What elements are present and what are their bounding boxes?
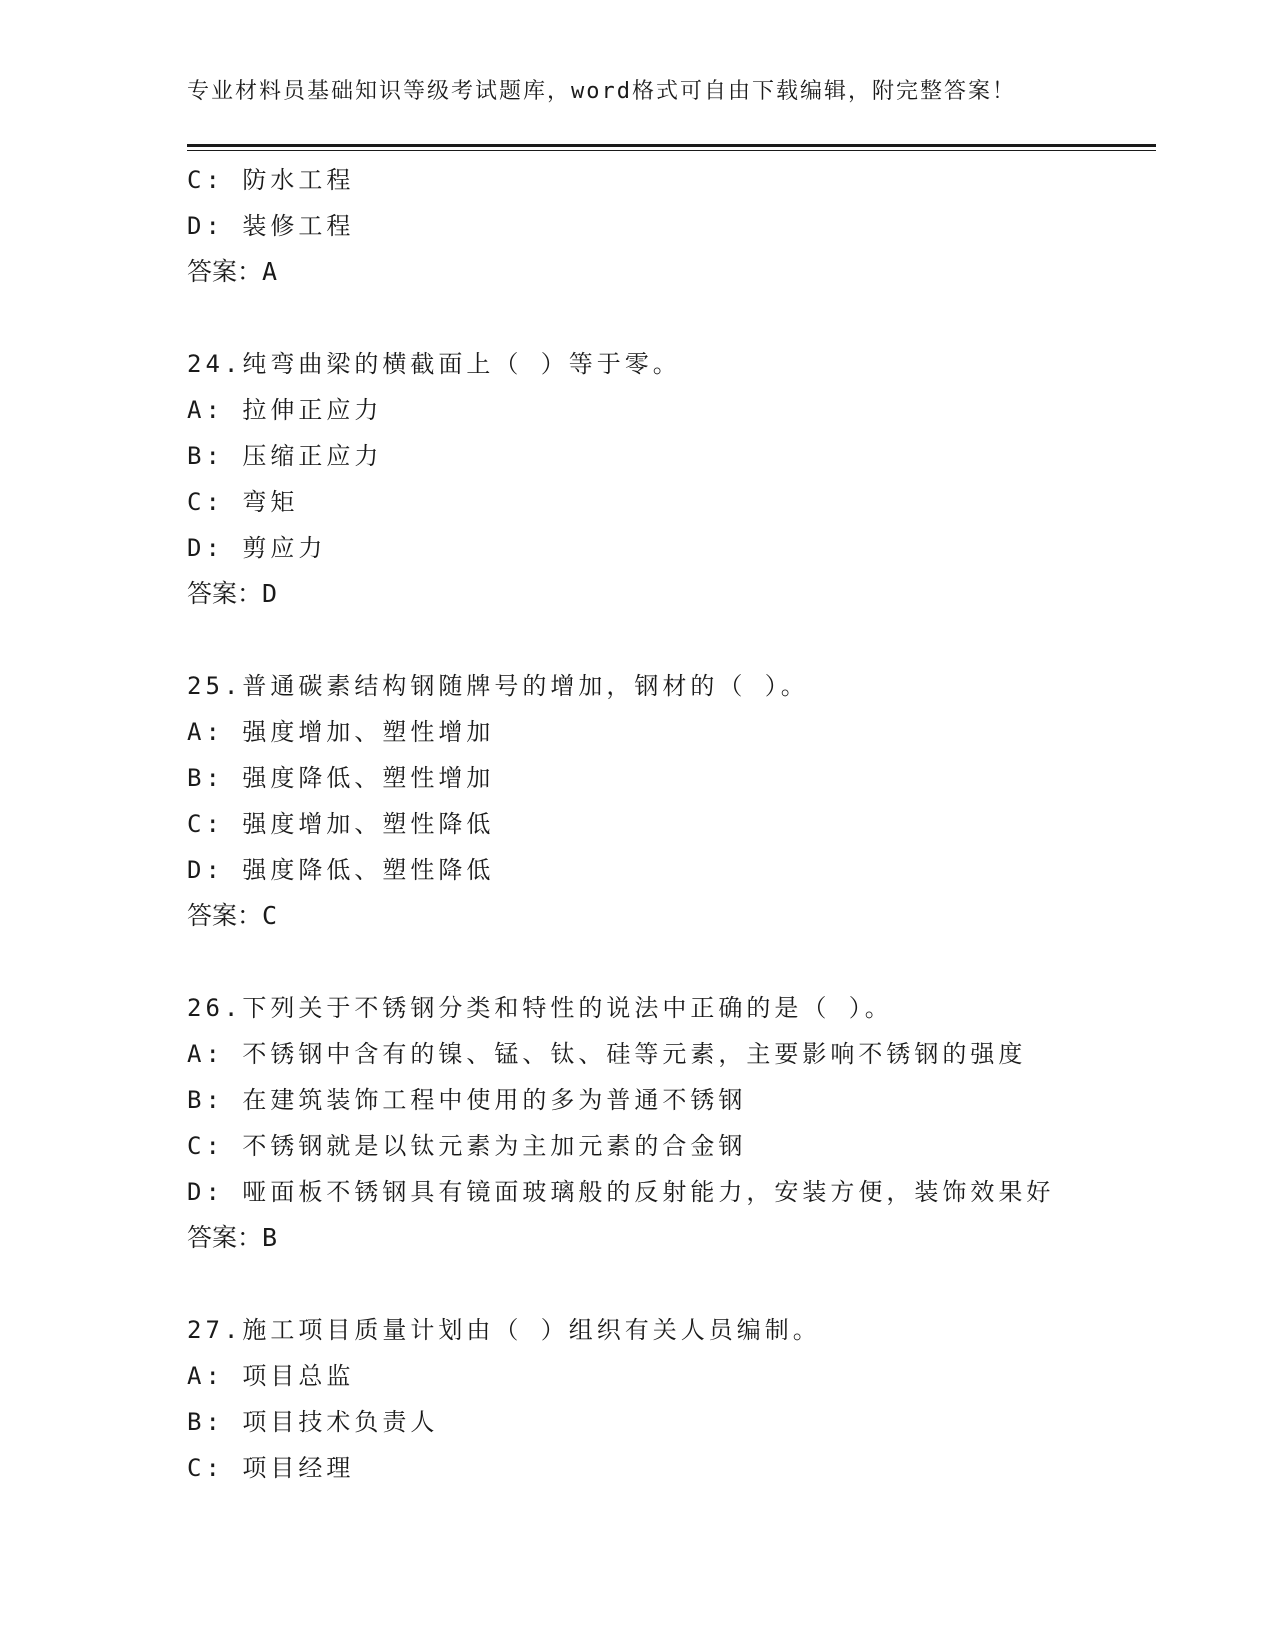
option-a: A: 项目总监 [187,1362,355,1390]
option-d: D: 装修工程 [187,212,355,240]
option-c: C: 防水工程 [187,166,355,194]
answer-line: 答案：D [187,579,280,608]
question-24 [187,341,1147,617]
question-title: 27.施工项目质量计划由（ ）组织有关人员编制。 [187,1316,821,1344]
option-d: D: 哑面板不锈钢具有镜面玻璃般的反射能力，安装方便，装饰效果好 [187,1178,1055,1206]
answer-line: 答案：A [187,257,280,286]
option-c: C: 弯矩 [187,488,299,516]
question-content [187,157,1147,1491]
option-b: B: 强度降低、塑性增加 [187,764,495,792]
question-27 [187,1307,1147,1491]
question-title: 26.下列关于不锈钢分类和特性的说法中正确的是（ ）。 [187,994,893,1022]
option-b: B: 压缩正应力 [187,442,383,470]
option-c: C: 强度增加、塑性降低 [187,810,495,838]
answer-line: 答案：C [187,901,280,930]
option-d: D: 强度降低、塑性降低 [187,856,495,884]
question-23-tail [187,157,1147,295]
question-title: 24.纯弯曲梁的横截面上（ ）等于零。 [187,350,681,378]
option-c: C: 不锈钢就是以钛元素为主加元素的合金钢 [187,1132,747,1160]
question-title: 25.普通碳素结构钢随牌号的增加，钢材的（ ）。 [187,672,809,700]
option-a: A: 不锈钢中含有的镍、锰、钛、硅等元素，主要影响不锈钢的强度 [187,1040,1027,1068]
answer-line: 答案：B [187,1223,280,1252]
question-26 [187,985,1147,1261]
option-c: C: 项目经理 [187,1454,355,1482]
header-rule-thick [187,144,1156,147]
document-header: 专业材料员基础知识等级考试题库，word格式可自由下载编辑，附完整答案！ [187,79,1016,104]
question-25 [187,663,1147,939]
option-b: B: 项目技术负责人 [187,1408,439,1436]
option-d: D: 剪应力 [187,534,327,562]
option-a: A: 强度增加、塑性增加 [187,718,495,746]
header-rule-thin [187,150,1156,151]
option-a: A: 拉伸正应力 [187,396,383,424]
option-b: B: 在建筑装饰工程中使用的多为普通不锈钢 [187,1086,747,1114]
